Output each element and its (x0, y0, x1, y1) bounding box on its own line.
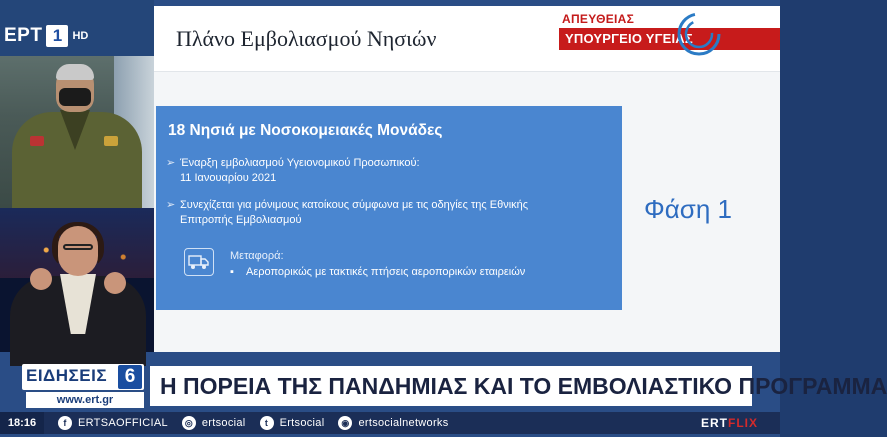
video-feed-officer (0, 56, 154, 208)
facebook-icon: f (58, 416, 72, 430)
arrow-bullet-icon: ➢ (166, 157, 176, 169)
transport-item-text: Αεροπορικώς με τακτικές πτήσεις αεροπορικών εταιρειών (246, 266, 526, 278)
live-banner (559, 12, 780, 62)
clock: 18:16 (0, 412, 44, 434)
ertflix-logo: ERTFLIX (701, 416, 758, 430)
news-number: 6 (118, 365, 142, 389)
truck-icon (184, 248, 214, 276)
transport-item (230, 266, 525, 278)
web-handle: ertsocialnetworks (358, 417, 449, 429)
list-item (166, 198, 528, 228)
news-label: ΕΙΔΗΣΕΙΣ (26, 366, 108, 385)
ministry-label: ΥΠΟΥΡΓΕΙΟ ΥΓΕΙΑΣ (559, 28, 780, 50)
headline: Η ΠΟΡΕΙΑ ΤΗΣ ΠΑΝΔΗΜΙΑΣ ΚΑΙ ΤΟ ΕΜΒΟΛΙΑΣΤΙΚΟ ΠΡΟΓΡΑΜΜΑ (150, 366, 752, 406)
live-label: ΑΠΕΥΘΕΙΑΣ (562, 12, 635, 26)
presentation-slide (154, 6, 780, 352)
social-web (338, 416, 448, 430)
square-bullet-icon: ▪ (230, 266, 234, 278)
slide-header (154, 6, 780, 72)
list-item-text: Συνεχίζεται για μόνιμους κατοίκους σύμφωνα με τις οδηγίες της Εθνικής Επιτροπής Εμβολιασμού (180, 199, 529, 226)
ministry-emblem-icon (675, 10, 723, 58)
website-label: www.ert.gr (26, 392, 144, 408)
presenter-column (0, 0, 154, 352)
twitter-handle: Ertsocial (279, 417, 325, 429)
news-ticker (0, 362, 887, 408)
social-bar (0, 412, 780, 434)
instagram-handle: ertsocial (201, 417, 246, 429)
phase-label: Φάση 1 (644, 194, 732, 224)
video-feed-sign-interpreter (0, 208, 154, 352)
channel-name: ΕΡΤ (4, 25, 43, 46)
list-item (166, 156, 420, 186)
hd-badge: HD (72, 30, 89, 42)
twitter-icon: t (260, 416, 274, 430)
globe-icon: ◉ (338, 416, 352, 430)
social-facebook (58, 416, 168, 430)
facebook-handle: ERTSAOFFICIAL (78, 417, 168, 429)
instagram-icon: ◎ (182, 416, 196, 430)
channel-number: 1 (46, 25, 68, 47)
info-box (156, 106, 622, 310)
social-twitter (260, 416, 325, 430)
channel-logo (4, 22, 154, 50)
list-item-text: Έναρξη εμβολιασμού Υγειονομικού Προσωπικού: 11 Ιανουαρίου 2021 (180, 157, 420, 184)
info-box-title: 18 Νησιά με Νοσοκομειακές Μονάδες (168, 122, 443, 139)
arrow-bullet-icon: ➢ (166, 199, 176, 211)
social-instagram (182, 416, 246, 430)
slide-title: Πλάνο Εμβολιασμού Νησιών (176, 26, 437, 51)
news-tag (22, 364, 144, 390)
transport-label: Μεταφορά: (230, 250, 284, 262)
